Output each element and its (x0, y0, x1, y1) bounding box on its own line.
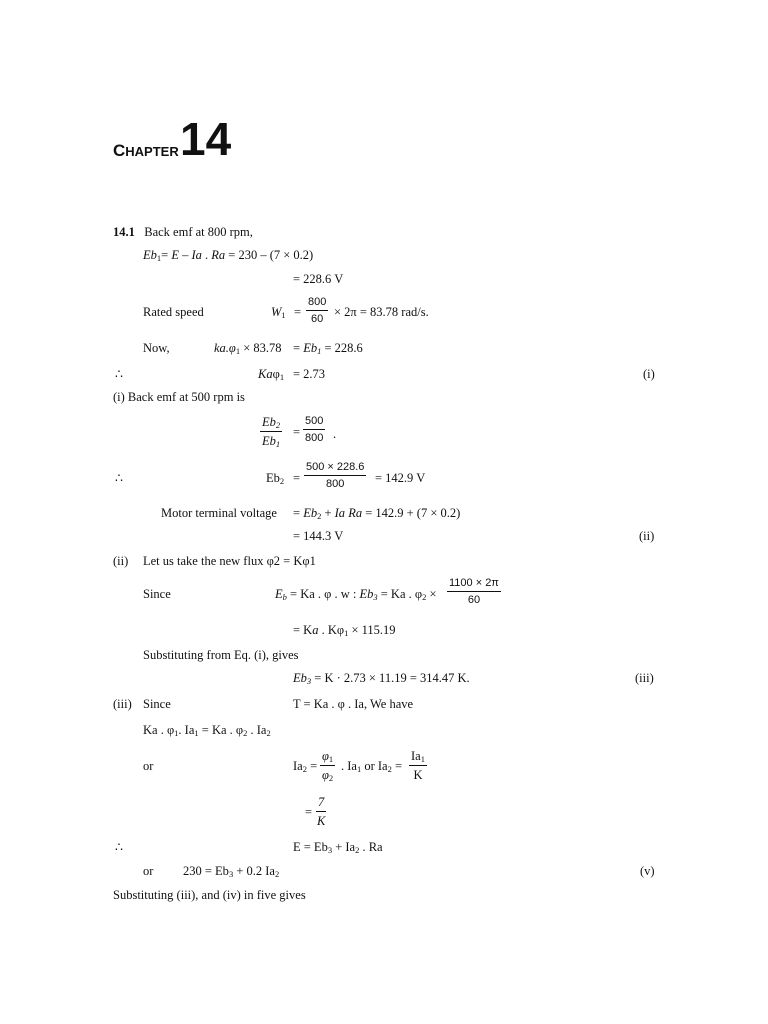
substituting-text: Substituting from Eq. (i), gives (143, 648, 299, 662)
equation-tag: (v) (640, 864, 655, 878)
eq-sub: 2 (279, 476, 285, 486)
eq-rest: = 228.6 (321, 341, 363, 355)
eq-sub: 1 (279, 372, 285, 382)
eq-rest: . Kφ (318, 623, 345, 637)
eq-sub: 3 (228, 869, 234, 879)
eq-term: Eb (143, 248, 157, 262)
eq-sub: 2 (243, 728, 248, 738)
eq-term: E (171, 248, 179, 262)
frac-den: 60 (311, 313, 324, 325)
eq-term: ka.φ (214, 341, 236, 355)
v-equation (183, 865, 279, 878)
section-heading (113, 226, 253, 239)
eq-term: E (275, 587, 283, 601)
frac-den: K (413, 767, 423, 782)
since-eb-expr (275, 588, 437, 601)
ka-phi1 (258, 368, 284, 381)
eq-term: Eb (293, 671, 307, 685)
eq-sub: 2 (302, 764, 307, 774)
frac-den: 800 (326, 478, 345, 490)
eq-rest: . Ia (178, 723, 195, 737)
ia2-lhs (293, 760, 317, 773)
eq-rest: or Ia (361, 759, 388, 773)
eq-term: Eb (359, 587, 374, 601)
frac-den: Eb (262, 433, 276, 448)
eq-sub: 3 (306, 676, 312, 686)
rated-speed-label: Rated speed (143, 305, 204, 319)
eq-op: . (201, 248, 212, 262)
eq-sub: 1 (344, 628, 349, 638)
e-equation (293, 841, 383, 854)
or-label: or (143, 759, 154, 773)
eq-rest: = 142.9 + (7 × 0.2) (362, 506, 461, 520)
eq-op: = (294, 305, 302, 319)
eq-sub: 1 (420, 754, 425, 764)
result-144-3: = 144.3 V (293, 529, 344, 543)
eq-sub: 2 (387, 764, 392, 774)
eq-sub: 2 (422, 592, 427, 602)
part-ii-text: Let us take the new flux φ2 = Kφ1 (143, 554, 316, 568)
chapter-number: 14 (180, 113, 232, 165)
eq-sub: 1 (275, 438, 281, 449)
rated-speed-lhs (271, 306, 286, 319)
equation-tag: (iii) (635, 671, 654, 685)
result-228-6: = 228.6 V (293, 272, 344, 286)
eq-term: Ka (258, 367, 273, 381)
frac-num: 800 (306, 297, 328, 311)
eq-rest: Ka . φ (143, 723, 175, 737)
eq-rest: = 230 – (7 × 0.2) (225, 248, 314, 262)
frac-num: 7 (316, 796, 326, 812)
equation-tag: (ii) (639, 529, 655, 543)
part-i-heading: (i) Back emf at 500 rpm is (113, 390, 245, 404)
fraction-1100-2pi (447, 578, 501, 606)
eq-rest: E = Eb (293, 840, 328, 854)
or-label: or (143, 864, 154, 878)
ia2-mid (341, 760, 402, 773)
ka-phi1-value: = 2.73 (293, 367, 326, 381)
eq-term: W (271, 305, 282, 319)
eq-rest: = K · 2.73 × 11.19 = 314.47 K. (311, 671, 470, 685)
chapter-label-initial: C (113, 141, 126, 160)
since-label: Since (143, 697, 171, 711)
eq-sub: 1 (235, 346, 241, 356)
equation-eb1 (143, 249, 313, 262)
eq-op: – (178, 248, 192, 262)
frac-den: φ (322, 767, 329, 782)
since-label: Since (143, 587, 171, 601)
eq-op: × (426, 587, 437, 601)
frac-num: 1100 × 2π (447, 578, 501, 592)
frac-num: 500 × 228.6 (304, 462, 366, 476)
rated-speed-rest: × 2π = 83.78 rad/s. (334, 305, 429, 319)
fraction-eb2-eb1 (260, 416, 282, 447)
eq-term: Ia (293, 759, 303, 773)
now-label: Now, (143, 341, 170, 355)
eq-rest: = Ka . φ (198, 723, 244, 737)
now-rhs (293, 342, 363, 355)
eq-sub: 1 (317, 346, 322, 356)
frac-den: K (316, 813, 326, 828)
eq-term: Ra (211, 248, 226, 262)
eb-ka-kphi (293, 624, 396, 637)
eq-sub: 2 (328, 772, 334, 783)
therefore-symbol: ∴ (115, 840, 123, 854)
eq-rest: . Ia (341, 759, 357, 773)
eq-sub: 2 (275, 420, 281, 430)
eq-sub: 3 (373, 592, 378, 602)
eq-sub: 3 (327, 845, 333, 855)
eq-rest: × 83.78 (240, 341, 282, 355)
eq-rest: × 115.19 (348, 623, 396, 637)
eq-sub: 1 (156, 253, 162, 263)
eq-term: φ (272, 367, 280, 381)
torque-equation: T = Ka . φ . Ia, We have (293, 697, 414, 711)
eq-sub: 1 (281, 310, 286, 320)
fraction-7-k (316, 796, 326, 827)
chapter-heading (113, 142, 179, 159)
fraction-phi1-phi2 (320, 750, 335, 781)
eq-sub: 1 (356, 764, 362, 774)
eq-term: Eb (303, 341, 318, 355)
frac-num: φ (322, 749, 329, 763)
frac-num: Ia (411, 749, 421, 763)
eq-term: Eb (303, 506, 318, 520)
eq-op: . (333, 427, 337, 441)
eq-sub: 2 (355, 845, 360, 855)
eq-op: = (391, 759, 403, 773)
eq-term: Ia (191, 248, 202, 262)
substituting-final-text: Substituting (iii), and (iv) in five gives (113, 888, 306, 902)
eb2-lhs (266, 472, 284, 485)
eq-rest: = K (293, 623, 313, 637)
section-number: 14.1 (113, 225, 135, 239)
eq-term: a (312, 623, 319, 637)
eq-op: + (321, 506, 335, 520)
frac-num: 500 (303, 416, 325, 430)
eq-term: Eb (266, 471, 280, 485)
eq-op: = (161, 248, 172, 262)
eq-rest: . Ia (247, 723, 267, 737)
eq-sub: 2 (266, 728, 271, 738)
eq-sub: 1 (328, 754, 334, 764)
chapter-label-rest: HAPTER (125, 144, 179, 159)
eq-rest: = Ka . φ (377, 587, 423, 601)
therefore-symbol: ∴ (115, 471, 123, 485)
eq-rest: + 0.2 Ia (233, 864, 275, 878)
eb3-result (293, 672, 470, 685)
eq-sub: 2 (274, 869, 280, 879)
eq-term: Ra (345, 506, 363, 520)
therefore-symbol: ∴ (115, 367, 123, 381)
ka-phi-ia-equation (143, 724, 271, 737)
eq-rest: 230 = Eb (183, 864, 229, 878)
eq-sub: b (282, 592, 287, 602)
equation-tag: (i) (643, 367, 655, 381)
fraction-ia1-k (409, 750, 427, 781)
eq-op: = (305, 805, 313, 819)
eq-op: = (293, 341, 304, 355)
frac-den: 800 (305, 432, 324, 444)
now-expr (214, 342, 282, 355)
part-label: (iii) (113, 697, 132, 711)
eq-sub: 2 (317, 511, 322, 521)
eq-op: = (293, 471, 301, 485)
frac-num: Eb (262, 415, 276, 429)
section-title: Back emf at 800 rpm, (144, 225, 253, 239)
eq-op: = (306, 759, 318, 773)
eq-sub: 1 (194, 728, 199, 738)
eq-rest: = Ka . φ . w : (286, 587, 360, 601)
terminal-voltage-label: Motor terminal voltage (161, 506, 277, 520)
eq-op: = (293, 425, 301, 439)
eq-rest: + Ia (332, 840, 356, 854)
eq-op: = (293, 506, 304, 520)
fraction-500-800 (303, 416, 325, 444)
eq-rest: . Ra (359, 840, 383, 854)
fraction-800-60 (306, 297, 328, 325)
fraction-eb2 (304, 462, 366, 490)
eq-sub: 1 (174, 728, 179, 738)
part-label: (ii) (113, 554, 129, 568)
frac-den: 60 (467, 594, 481, 606)
eq-term: Ia (334, 506, 346, 520)
eb2-result: = 142.9 V (375, 471, 426, 485)
terminal-voltage-expr (293, 507, 460, 520)
